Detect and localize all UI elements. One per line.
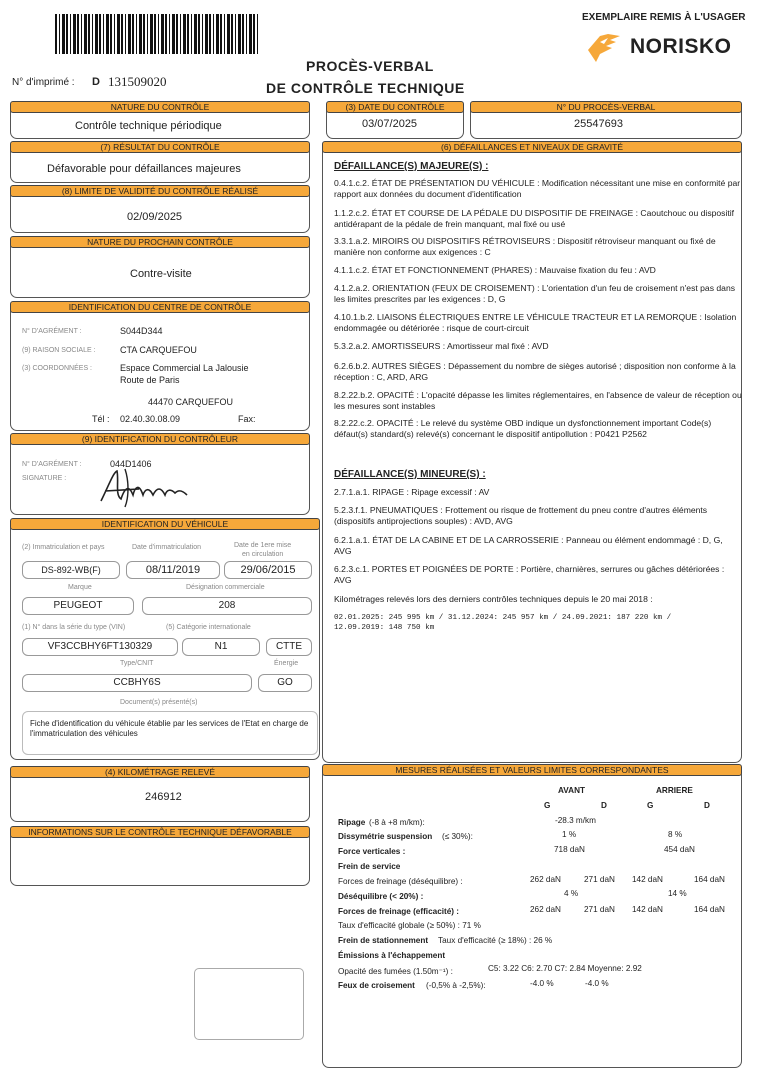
result-value: Défavorable pour défaillances majeures (47, 163, 241, 175)
minor-defect-2: 5.2.3.f.1. PNEUMATIQUES : Frottement ou risque de frottement du pneu contre d'autres éléments (dispositifs antiprojections souples) : AVD, AVG (334, 505, 708, 526)
pv-header: N° DU PROCÈS-VERBAL (470, 101, 742, 113)
immat-value: DS-892-WB(F) (22, 561, 120, 579)
printed-no-letter: D (92, 76, 100, 88)
feux-limit: (-0,5% à -2,5%): (426, 981, 486, 990)
blank-panel (194, 968, 304, 1040)
centre-addr2: Route de Paris (120, 375, 180, 385)
centre-agrement-label: N° D'AGRÉMENT : (22, 328, 82, 335)
dissym-label: Dissymétrie suspension (338, 832, 433, 841)
controller-signature-label: SIGNATURE : (22, 475, 67, 482)
energie-value: GO (258, 674, 312, 692)
minor-defect-1: 2.7.1.a.1. RIPAGE : Ripage excessif : AV (334, 487, 490, 497)
next-header: NATURE DU PROCHAIN CONTRÔLE (10, 236, 310, 248)
date-header: (3) DATE DU CONTRÔLE (326, 101, 464, 113)
fv-label: Force verticales : (338, 847, 406, 856)
next-value: Contre-visite (130, 268, 192, 280)
major-defect-10: 8.2.22.c.2. OPACITÉ : Le relevé du système OBD indique un dysfonctionnement important Code(s) défaut(s) standard(s) relevé(s) concernant le dispositif antipollution : P0421 P2562 (334, 418, 712, 439)
centre-coord-label: (3) COORDONNÉES : (22, 365, 93, 372)
km-history-line1: 02.01.2025: 245 995 km / 31.12.2024: 245 957 km / 24.09.2021: 187 220 km / (334, 614, 672, 622)
measures-header: MESURES RÉALISÉES ET VALEURS LIMITES CORRESPONDANTES (322, 764, 742, 776)
km-history-line2: 12.09.2019: 148 750 km (334, 624, 435, 632)
ripage-limit: (-8 à +8 m/km): (369, 818, 425, 827)
centre-raison-label: (9) RAISON SOCIALE : (22, 347, 96, 354)
designation-value: 208 (142, 597, 312, 615)
infos-box (10, 830, 310, 886)
major-defect-1: 0.4.1.c.2. ÉTAT DE PRÉSENTATION DU VÉHICULE : Modification nécessitant une mise en conformité par rapport aux données du document d'identification (334, 178, 741, 199)
brand-name: NORISKO (630, 35, 732, 58)
dissym-limit: (≤ 30%): (442, 832, 473, 841)
major-defect-7: 5.3.2.a.2. AMORTISSEURS : Amortisseur mal fixé : AVD (334, 341, 549, 351)
centre-tel-label: Tél : (92, 414, 110, 424)
controller-agrement-label: N° D'AGRÉMENT : (22, 461, 82, 468)
stationnement-value: Taux d'efficacité (≥ 18%) : 26 % (438, 936, 553, 945)
ff-eff-2: 271 daN (584, 905, 615, 914)
opacite-label: Opacité des fumées (1.50m⁻¹) : (338, 967, 453, 976)
major-defect-4: 4.1.1.c.2. ÉTAT ET FONCTIONNEMENT (PHARES) : Mauvaise fixation du feu : AVD (334, 265, 656, 275)
vin-label: (1) N° dans la série du type (VIN) (22, 624, 126, 631)
centre-addr1: Espace Commercial La Jalousie (120, 363, 249, 373)
arriere-label: ARRIERE (656, 786, 693, 795)
result-header: (7) RÉSULTAT DU CONTRÔLE (10, 141, 310, 153)
avant-label: AVANT (558, 786, 585, 795)
major-defect-5: 4.1.2.a.2. ORIENTATION (FEUX DE CROISEMENT) : L'orientation d'un feu de croisement n'est pas dans les limites prescrites par les exigences : D, G (334, 283, 736, 304)
km-value: 246912 (145, 791, 182, 803)
vin-value: VF3CCBHY6FT130329 (22, 638, 178, 656)
major-title: DÉFAILLANCE(S) MAJEURE(S) : (334, 161, 489, 172)
feux-label: Feux de croisement (338, 981, 415, 990)
docs-value: Fiche d'identification du véhicule établie par les services de l'Etat en charge de l'immatriculation des véhicules (30, 719, 309, 738)
infos-header: INFORMATIONS SUR LE CONTRÔLE TECHNIQUE DÉFAVORABLE (10, 826, 310, 838)
taux-global: Taux d'efficacité globale (≥ 50%) : 71 % (338, 921, 481, 930)
ripage-label: Ripage (338, 818, 366, 827)
title-line2: DE CONTRÔLE TECHNIQUE (266, 80, 465, 96)
centre-tel: 02.40.30.08.09 (120, 414, 181, 424)
fv-av: 718 daN (554, 845, 585, 854)
eagle-icon (586, 32, 624, 64)
nature-value: Contrôle technique périodique (75, 120, 222, 132)
printed-no: 131509020 (108, 74, 167, 89)
fv-ar: 454 daN (664, 845, 695, 854)
categorie-value: N1 (182, 638, 260, 656)
title-line1: PROCÈS-VERBAL (306, 58, 434, 74)
avant-d: D (601, 801, 607, 810)
major-defect-2: 1.1.2.c.2. ÉTAT ET COURSE DE LA PÉDALE DU DISPOSITIF DE FREINAGE : Caoutchouc ou dispositif antidérapant de la pédale de frein manquant, mal fixé ou usé (334, 208, 735, 229)
feux-d: -4.0 % (585, 979, 609, 988)
km-header: (4) KILOMÉTRAGE RELEVÉ (10, 766, 310, 778)
arriere-d: D (704, 801, 710, 810)
emissions-label: Émissions à l'échappement (338, 951, 446, 960)
norisko-logo (586, 30, 751, 64)
validity-value: 02/09/2025 (127, 211, 183, 223)
avant-g: G (544, 801, 551, 810)
measures-box (322, 768, 742, 1068)
stationnement-label: Frein de stationnement (338, 936, 429, 945)
ff-eff-3: 142 daN (632, 905, 663, 914)
dissym-ar: 8 % (668, 830, 683, 839)
major-defect-6: 4.10.1.b.2. LIAISONS ÉLECTRIQUES ENTRE LE VÉHICULE TRACTEUR ET LA REMORQUE : Isolation endommagée ou détériorée : risque de court-circuit (334, 312, 737, 333)
major-defect-3: 3.3.1.a.2. MIROIRS OU DISPOSITIFS RÉTROVISEURS : Dispositif rétroviseur manquant ou fixé de manière non conforme aux exigences : C (334, 236, 716, 257)
marque-label: Marque (68, 584, 92, 591)
docs-label: Document(s) présenté(s) (120, 699, 198, 706)
marque-value: PEUGEOT (22, 597, 134, 615)
energie-label: Énergie (274, 660, 299, 667)
printed-no-label: N° d'imprimé : (12, 77, 75, 88)
date-immat-label: Date d'immatriculation (132, 544, 202, 551)
centre-fax-label: Fax: (238, 414, 256, 424)
copy-label: EXEMPLAIRE REMIS À L'USAGER (582, 12, 746, 23)
ff-deseq-1: 262 daN (530, 875, 561, 884)
genre-value: CTTE (266, 638, 312, 656)
controller-header: (9) IDENTIFICATION DU CONTRÔLEUR (10, 433, 310, 445)
km-history-title: Kilométrages relevés lors des derniers contrôles techniques depuis le 20 mai 2018 : (334, 594, 653, 604)
first-circ-label2: en circulation (242, 551, 284, 558)
ff-eff-label: Forces de freinage (efficacité) : (338, 907, 460, 916)
ff-eff-1: 262 daN (530, 905, 561, 914)
type-label: Type/CNIT (120, 660, 154, 667)
defects-header: (6) DÉFAILLANCES ET NIVEAUX DE GRAVITÉ (322, 141, 742, 153)
centre-raison: CTA CARQUEFOU (120, 345, 197, 355)
controller-agrement: 044D1406 (110, 459, 152, 469)
centre-header: IDENTIFICATION DU CENTRE DE CONTRÔLE (10, 301, 310, 313)
pv-value: 25547693 (574, 118, 623, 130)
minor-defect-3: 6.2.1.a.1. ÉTAT DE LA CABINE ET DE LA CARROSSERIE : Panneau ou élément endommagé : D, G, AVG (334, 535, 723, 556)
ff-deseq-2: 271 daN (584, 875, 615, 884)
ff-deseq-4: 164 daN (694, 875, 725, 884)
first-circ-value: 29/06/2015 (224, 561, 312, 579)
deseq-av: 4 % (564, 889, 579, 898)
date-value: 03/07/2025 (362, 118, 418, 130)
validity-header: (8) LIMITE DE VALIDITÉ DU CONTRÔLE RÉALISÉ (10, 185, 310, 197)
major-defect-8: 6.2.6.b.2. AUTRES SIÈGES : Dépassement du nombre de sièges autorisé ; disposition non conforme à la réception : C, ARD, ARG (334, 361, 736, 382)
immat-label: (2) Immatriculation et pays (22, 544, 105, 551)
type-value: CCBHY6S (22, 674, 252, 692)
centre-agrement: S044D344 (120, 326, 163, 336)
arriere-g: G (647, 801, 654, 810)
dissym-av: 1 % (562, 830, 577, 839)
feux-g: -4.0 % (530, 979, 554, 988)
minor-title: DÉFAILLANCE(S) MINEURE(S) : (334, 469, 486, 480)
opacite-values: C5: 3.22 C6: 2.70 C7: 2.84 Moyenne: 2.92 (488, 964, 642, 973)
minor-defect-4: 6.2.3.c.1. PORTES ET POIGNÉES DE PORTE : Portière, charnières, serrures ou gâches détériorées : AVG (334, 564, 725, 585)
date-immat-value: 08/11/2019 (126, 561, 220, 579)
ff-deseq-3: 142 daN (632, 875, 663, 884)
ff-deseq-label: Forces de freinage (déséquilibre) : (338, 877, 463, 886)
deseq-label: Déséquilibre (< 20%) : (338, 892, 424, 901)
major-defect-9: 8.2.22.b.2. OPACITÉ : L'opacité dépasse les limites réglementaires, en l'absence de valeur de réception ou les mesures sont instables (334, 390, 742, 411)
first-circ-label1: Date de 1ere mise (234, 542, 292, 549)
ripage-value: -28.3 m/km (555, 816, 596, 825)
vehicle-header: IDENTIFICATION DU VÉHICULE (10, 518, 320, 530)
categorie-label: (5) Catégorie internationale (166, 624, 251, 631)
barcode (55, 14, 260, 54)
nature-header: NATURE DU CONTRÔLE (10, 101, 310, 113)
handwritten-signature (95, 465, 205, 509)
ff-eff-4: 164 daN (694, 905, 725, 914)
designation-label: Désignation commerciale (186, 584, 265, 591)
frein-service: Frein de service (338, 862, 401, 871)
centre-addr3: 44470 CARQUEFOU (148, 397, 234, 407)
deseq-ar: 14 % (668, 889, 687, 898)
